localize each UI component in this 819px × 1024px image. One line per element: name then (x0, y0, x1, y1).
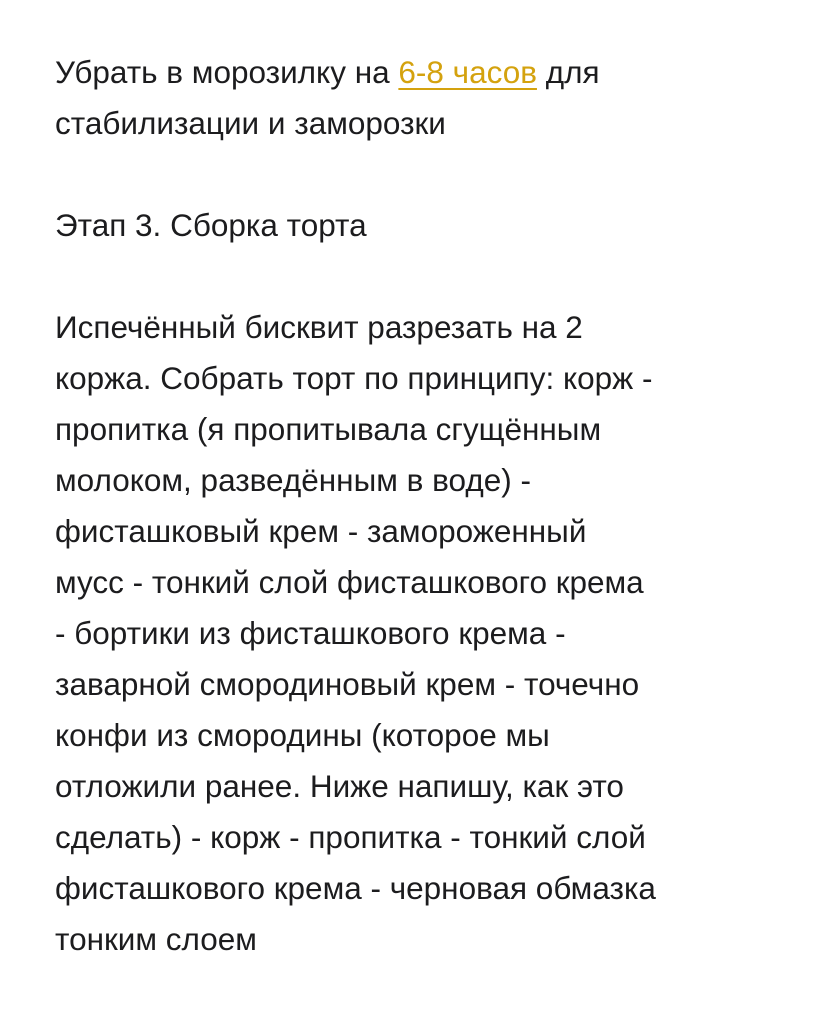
text-line: молоком, разведённым в воде) - (55, 462, 531, 498)
stage-heading-text: Этап 3. Сборка торта (55, 207, 367, 243)
text-line: заварной смородиновый крем - точечно (55, 666, 640, 702)
time-link[interactable]: 6-8 часов (398, 54, 537, 90)
text-line: фисташкового крема - черновая обмазка (55, 870, 656, 906)
text-line: мусс - тонкий слой фисташкового крема (55, 564, 644, 600)
text-line: - бортики из фисташкового крема - (55, 615, 566, 651)
text-line: коржа. Собрать торт по принципу: корж - (55, 360, 653, 396)
text-line: Испечённый бисквит разрезать на 2 (55, 309, 583, 345)
text-line: стабилизации и заморозки (55, 105, 446, 141)
text-segment: Убрать в морозилку на (55, 54, 399, 90)
text-line: пропитка (я пропитывала сгущённым (55, 411, 602, 447)
paragraph-assembly (55, 302, 795, 965)
paragraph-freezer (55, 47, 795, 149)
text-line: тонким слоем (55, 921, 257, 957)
note-body (55, 47, 795, 1016)
text-line (55, 47, 795, 98)
text-line: конфи из смородины (которое мы (55, 717, 550, 753)
text-line: сделать) - корж - пропитка - тонкий слой (55, 819, 646, 855)
text-segment: для (536, 54, 600, 90)
stage-heading (55, 200, 795, 251)
text-line: отложили ранее. Ниже напишу, как это (55, 768, 624, 804)
text-line: фисташковый крем - замороженный (55, 513, 587, 549)
